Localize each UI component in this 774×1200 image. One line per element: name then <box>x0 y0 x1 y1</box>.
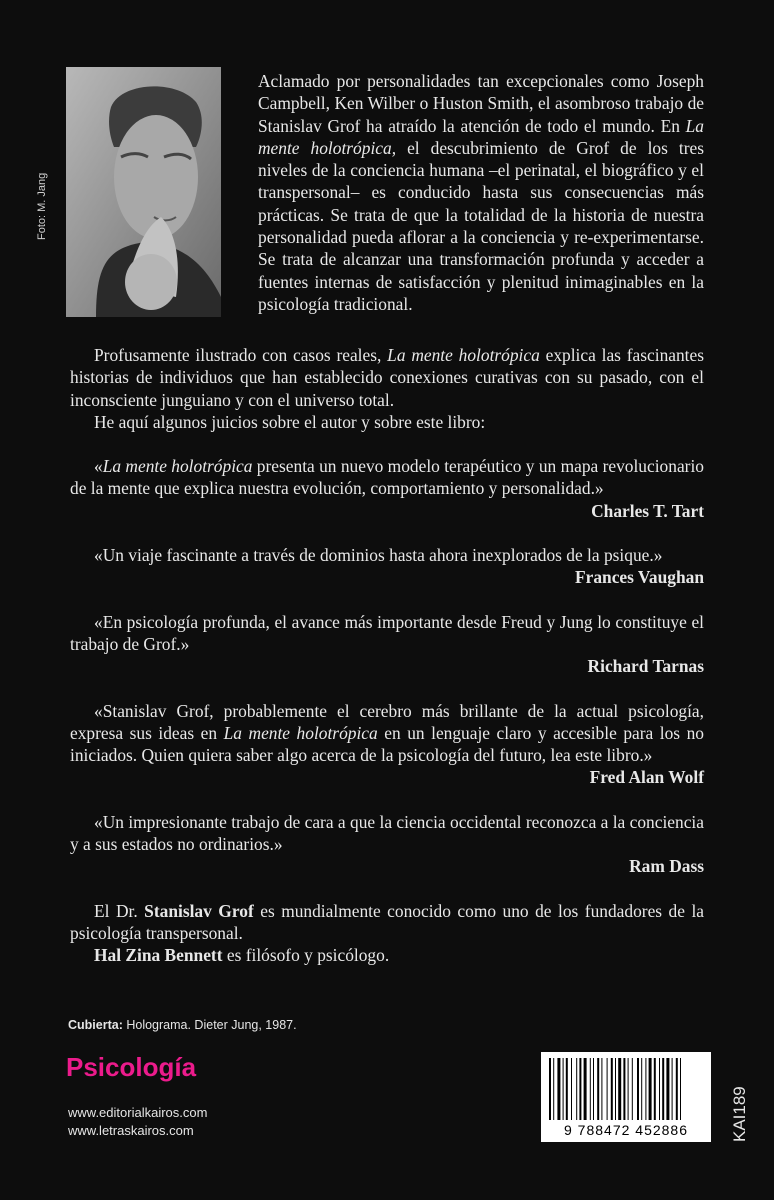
barcode-bar <box>601 1058 602 1120</box>
barcode-bars <box>541 1052 711 1122</box>
quote-3: «En psicología profunda, el avance más importante desde Freud y Jung lo constituye el trabajo de Grof.» Richard Tarnas <box>70 611 704 677</box>
barcode-bar <box>611 1058 613 1120</box>
barcode-bar <box>563 1058 564 1120</box>
barcode-bar <box>662 1058 664 1120</box>
cover-credit: Cubierta: Holograma. Dieter Jung, 1987. <box>68 1018 297 1032</box>
about-author-2: Hal Zina Bennett es filósofo y psicólogo. <box>94 945 390 966</box>
author-photo <box>66 67 221 317</box>
barcode-bar <box>641 1058 642 1120</box>
quote-5-author: Ram Dass <box>629 856 704 877</box>
paragraph-3: He aquí algunos juicios sobre el autor y sobre este libro: <box>94 411 486 432</box>
websites <box>68 1104 207 1140</box>
barcode-bar <box>557 1058 560 1120</box>
paragraph-2: Profusamente ilustrado con casos reales, La mente holotrópica explica las fascinantes historias de individuos que han establecido conexiones curativas con su pasado, con el inconsciente junguiano y con el universo total. <box>70 345 704 410</box>
quote-3-author: Richard Tarnas <box>587 656 704 677</box>
barcode-bar <box>607 1058 608 1120</box>
photo-credit: Foto: M. Jang <box>36 172 48 240</box>
barcode-bar <box>659 1058 660 1120</box>
category-label: Psicología <box>66 1052 197 1082</box>
barcode-bar <box>628 1058 629 1120</box>
barcode-bar <box>566 1058 568 1120</box>
barcode-bar <box>666 1058 669 1120</box>
body-text <box>70 344 704 967</box>
quote-5: «Un impresionante trabajo de cara a que la ciencia occidental reconozca a la conciencia y a sus estados no ordinarios.» Ram Dass <box>70 811 704 877</box>
barcode-bar <box>649 1058 652 1120</box>
about-author-1: El Dr. Stanislav Grof es mundialmente conocido como uno de los fundadores de la psicología transpersonal. <box>70 900 704 943</box>
barcode-bar <box>645 1058 646 1120</box>
barcode-bar <box>618 1058 621 1120</box>
barcode-bar <box>676 1058 678 1120</box>
barcode-bar <box>553 1058 554 1120</box>
quote-2-author: Frances Vaughan <box>574 567 704 588</box>
product-code: KAI189 <box>730 1086 749 1142</box>
barcode-bar <box>593 1058 594 1120</box>
intro-text: Aclamado por personalidades tan excepcionales como Joseph Campbell, Ken Wilber o Huston Smith, el asombroso trabajo de Stanislav Grof ha atraído la atención de todo el mundo. En La mente holotrópica, el descubrimiento de Grof de los tres niveles de la conciencia humana –el perinatal, el biográfico y el transpersonal– es conducido hasta sus consecuencias más prácticas. Se trata de que la totalidad de la historia de nuestra personalidad pueda aflorar a la conciencia y re-experimentarse. Se trata de alcanzar una transformación profunda y acceder a fuentes internas de satisfacción y plenitud inimaginables en la psicología tradicional. <box>258 71 704 314</box>
website-link-2[interactable]: www.letraskairos.com <box>68 1123 194 1138</box>
barcode-bar <box>654 1058 656 1120</box>
barcode-bar <box>579 1058 581 1120</box>
barcode-bar <box>680 1058 681 1120</box>
barcode-bar <box>549 1058 551 1120</box>
barcode-bar <box>590 1058 591 1120</box>
quote-1: «La mente holotrópica presenta un nuevo modelo terapéutico y un mapa revolucionario de la mente que explica nuestra evolución, comportamiento y personalidad.» Charles T. Tart <box>70 456 704 521</box>
barcode-number: 9 788472 452886 <box>564 1122 688 1138</box>
barcode-bar <box>597 1058 599 1120</box>
website-link-1[interactable]: www.editorialkairos.com <box>68 1105 208 1120</box>
quote-2: «Un viaje fascinante a través de dominios hasta ahora inexplorados de la psique.» Frances Vaughan <box>70 544 704 589</box>
quote-4-author: Fred Alan Wolf <box>589 767 704 788</box>
portrait-image <box>66 67 221 317</box>
quote-4: «Stanislav Grof, probablemente el cerebro más brillante de la actual psicología, expresa sus ideas en La mente holotrópica en un lenguaje claro y accesible para los no iniciados. Quien quiera saber algo acerca de la psicología del futuro, lea este libro.» Fred Alan Wolf <box>70 700 704 788</box>
isbn-barcode <box>541 1052 711 1142</box>
barcode-bar <box>571 1058 572 1120</box>
barcode-bar <box>637 1058 639 1120</box>
barcode-bar <box>632 1058 633 1120</box>
quote-1-author: Charles T. Tart <box>591 500 704 521</box>
barcode-bar <box>672 1058 673 1120</box>
barcode-bar <box>576 1058 577 1120</box>
barcode-bar <box>615 1058 616 1120</box>
barcode-bar <box>584 1058 587 1120</box>
barcode-bar <box>623 1058 625 1120</box>
